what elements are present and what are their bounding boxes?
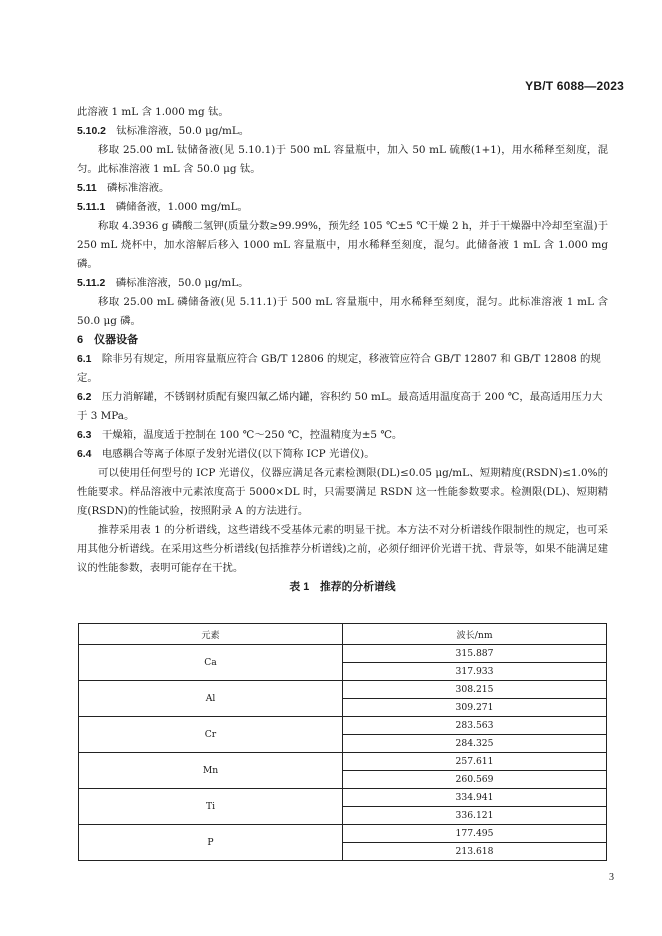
- element-cell: Al: [79, 681, 343, 717]
- element-cell: Ca: [79, 645, 343, 681]
- clause-text: 电感耦合等离子体原子发射光谱仪(以下简称 ICP 光谱仪)。: [101, 448, 375, 460]
- clause-text: 除非另有规定，所用容量瓶应符合 GB/T 12806 的规定，移液管应符合 GB/T 12807 和 GB/T 12808 的规定。: [77, 353, 601, 384]
- clause-6-1: [77, 350, 608, 388]
- wavelength-cell: 213.618: [343, 843, 607, 861]
- paragraph: 移取 25.00 mL 磷储备液(见 5.11.1)于 500 mL 容量瓶中，用水稀释至刻度，混匀。此标准溶液 1 mL 含 50.0 μg 磷。: [77, 296, 608, 327]
- analytical-lines-table: [78, 623, 607, 861]
- wavelength-cell: 309.271: [343, 699, 607, 717]
- table-row: [79, 645, 607, 663]
- clause-5-10-2: [77, 122, 608, 141]
- section-number: 6: [77, 334, 84, 346]
- clause-number: 5.10.2: [77, 126, 106, 137]
- table-header-row: [79, 624, 607, 645]
- element-cell: Cr: [79, 717, 343, 753]
- clause-number: 5.11.2: [77, 278, 106, 289]
- column-header-wavelength: 波长/nm: [343, 624, 607, 645]
- paragraph: 此溶液 1 mL 含 1.000 mg 钛。: [77, 106, 229, 118]
- table-row: [79, 753, 607, 771]
- wavelength-cell: 283.563: [343, 717, 607, 735]
- section-title: 仪器设备: [94, 334, 139, 346]
- clause-number: 5.11: [77, 183, 97, 194]
- element-cell: Mn: [79, 753, 343, 789]
- clause-title: 磷储备液，1.000 mg/mL。: [115, 201, 248, 213]
- page-number: 3: [609, 872, 614, 883]
- clause-number: 6.2: [77, 392, 92, 403]
- clause-number: 6.4: [77, 449, 92, 460]
- paragraph: 推荐采用表 1 的分析谱线，这些谱线不受基体元素的明显干扰。本方法不对分析谱线作限制性的规定，也可采用其他分析谱线。在采用这些分析谱线(包括推荐分析谱线)之前，必须仔细评价光谱干扰、背景等，如果不能满足建议的性能参数，表明可能存在干扰。: [77, 524, 608, 574]
- clause-5-11: [77, 179, 608, 198]
- clause-6-4: [77, 445, 608, 464]
- clause-number: 6.3: [77, 430, 92, 441]
- wavelength-cell: 308.215: [343, 681, 607, 699]
- element-cell: Ti: [79, 789, 343, 825]
- standard-code: YB/T 6088—2023: [525, 79, 624, 93]
- wavelength-cell: 260.569: [343, 771, 607, 789]
- wavelength-cell: 257.611: [343, 753, 607, 771]
- clause-5-11-2: [77, 274, 608, 293]
- paragraph: 称取 4.3936 g 磷酸二氢钾(质量分数≥99.99%，预先经 105 ℃±5 ℃干燥 2 h，并于干燥器中冷却至室温)于 250 mL 烧杯中，加水溶解后移入 1000 mL 容量瓶中，用水稀释至刻度，混匀。此储备液 1 mL 含 1.000 mg 磷。: [77, 220, 608, 270]
- column-header-element: 元素: [79, 624, 343, 645]
- clause-5-11-1: [77, 198, 608, 217]
- table-row: [79, 717, 607, 735]
- clause-text: 压力消解罐，不锈钢材质配有聚四氟乙烯内罐，容积约 50 mL。最高适用温度高于 200 ℃，最高适用压力大于 3 MPa。: [77, 391, 603, 422]
- paragraph: 移取 25.00 mL 钛储备液(见 5.10.1)于 500 mL 容量瓶中，加入 50 mL 硫酸(1+1)，用水稀释至刻度，混匀。此标准溶液 1 mL 含 50.0 μg 钛。: [77, 144, 608, 175]
- clause-title: 磷标准溶液。: [107, 182, 170, 194]
- clause-6-2: [77, 388, 608, 426]
- wavelength-cell: 284.325: [343, 735, 607, 753]
- document-body: [77, 103, 608, 597]
- wavelength-cell: 336.121: [343, 807, 607, 825]
- table-row: [79, 825, 607, 843]
- clause-number: 5.11.1: [77, 202, 106, 213]
- clause-title: 磷标准溶液，50.0 μg/mL。: [115, 277, 249, 289]
- wavelength-cell: 315.887: [343, 645, 607, 663]
- clause-number: 6.1: [77, 354, 92, 365]
- clause-text: 干燥箱，温度适于控制在 100 ℃～250 ℃，控温精度为±5 ℃。: [101, 429, 403, 441]
- table-caption: 表 1 推荐的分析谱线: [289, 581, 396, 593]
- wavelength-cell: 177.495: [343, 825, 607, 843]
- wavelength-cell: 317.933: [343, 663, 607, 681]
- clause-6-3: [77, 426, 608, 445]
- wavelength-cell: 334.941: [343, 789, 607, 807]
- clause-title: 钛标准溶液，50.0 μg/mL。: [116, 125, 250, 137]
- section-heading-6: [77, 331, 608, 350]
- paragraph: 可以使用任何型号的 ICP 光谱仪，仪器应满足各元素检测限(DL)≤0.05 μg/mL、短期精度(RSDN)≤1.0%的性能要求。样品溶液中元素浓度高于 5000×DL 时，只需要满足 RSDN 这一性能参数要求。检测限(DL)、短期精度(RSDN)的性能试验，按照附录 A 的方法进行。: [77, 467, 608, 517]
- table-row: [79, 789, 607, 807]
- element-cell: P: [79, 825, 343, 861]
- table-row: [79, 681, 607, 699]
